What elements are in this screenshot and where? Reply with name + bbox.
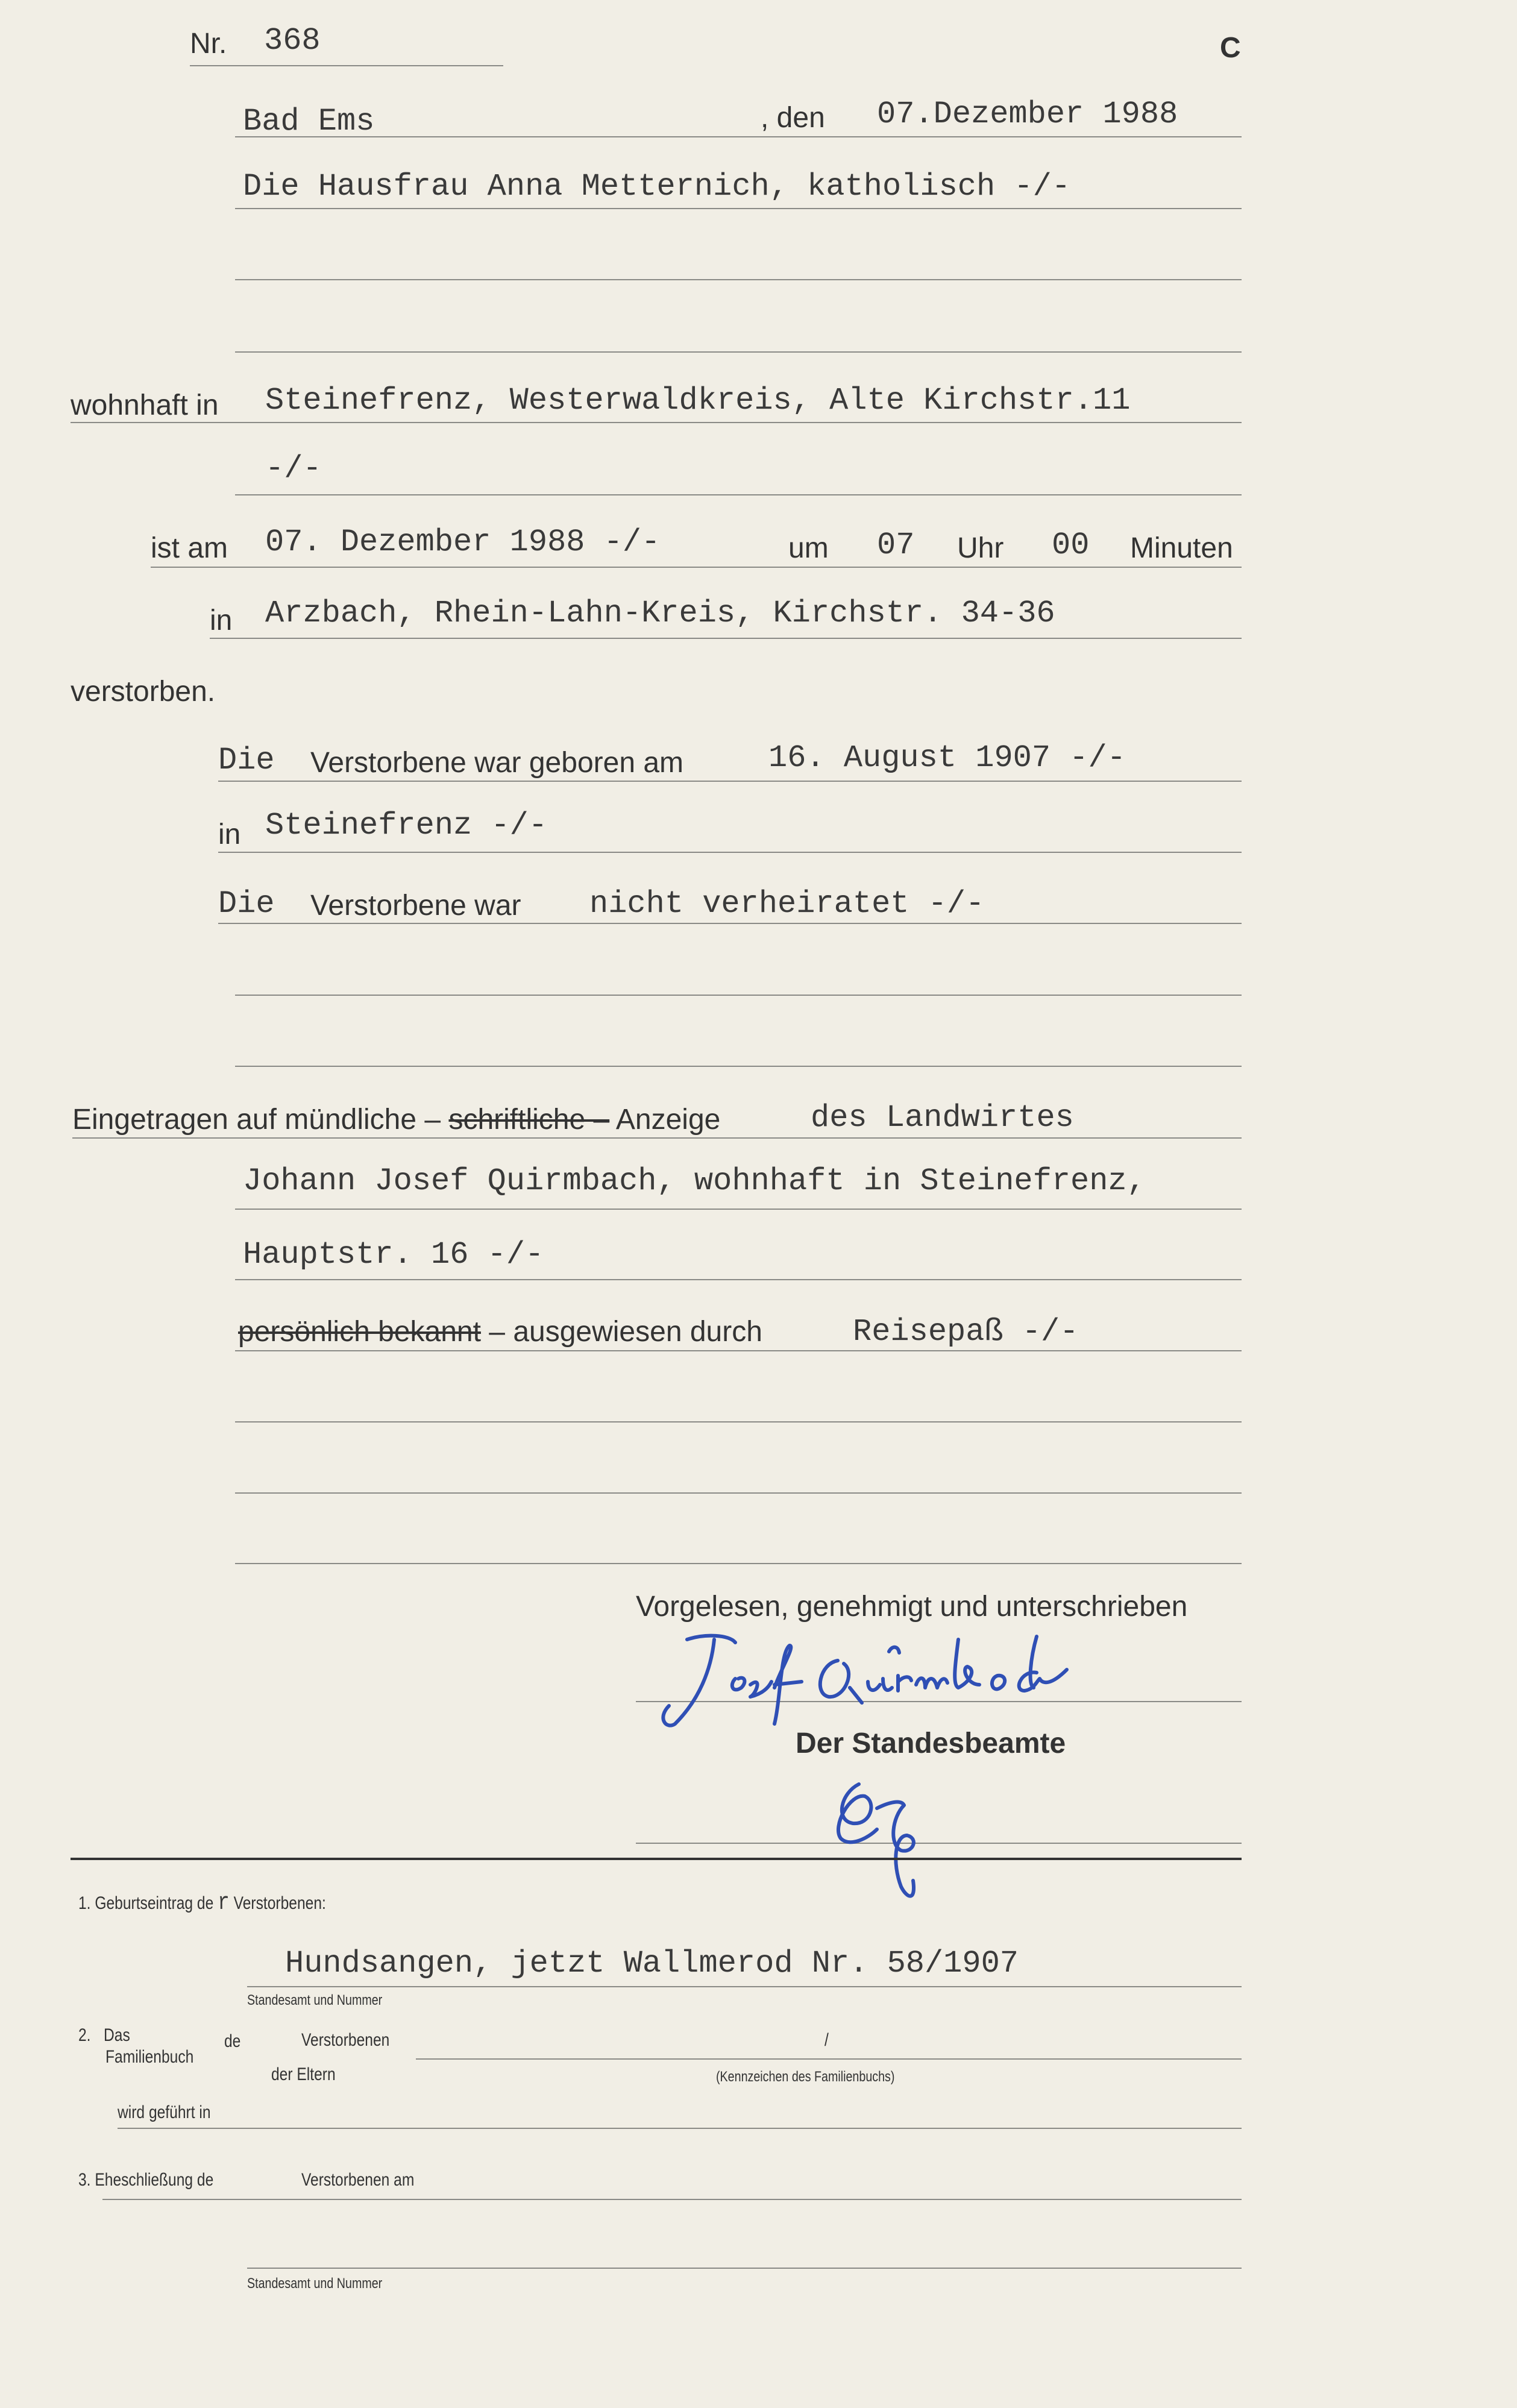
residence-value-2: -/- xyxy=(265,451,322,486)
footer-item2-eltern: der Eltern xyxy=(271,2064,336,2084)
uhr-label: Uhr xyxy=(957,532,1004,564)
death-minutes: 00 xyxy=(1052,527,1090,563)
blank-line-2 xyxy=(235,1492,1242,1494)
notification-label-a: Eingetragen auf mündliche – xyxy=(72,1104,441,1136)
marital-extra-line-2 xyxy=(235,1066,1242,1067)
marital-line xyxy=(218,923,1242,924)
place: Bad Ems xyxy=(243,104,375,139)
identification-line xyxy=(235,1350,1242,1351)
birth-place: Steinefrenz -/- xyxy=(265,808,548,843)
footer-item1-r: r xyxy=(218,1890,230,1917)
death-hour: 07 xyxy=(877,527,915,563)
birth-die: Die xyxy=(218,743,275,778)
closing-statement: Vorgelesen, genehmigt und unterschrieben xyxy=(636,1591,1188,1623)
footer-separator xyxy=(71,1858,1242,1860)
death-date: 07. Dezember 1988 -/- xyxy=(265,524,661,560)
marital-value: nicht verheiratet -/- xyxy=(589,886,985,922)
identification-label xyxy=(238,1315,762,1348)
footer-item3-line-2 xyxy=(247,2268,1242,2269)
birth-date-line xyxy=(218,781,1242,782)
residence-line-2 xyxy=(235,494,1242,495)
marital-extra-line-1 xyxy=(235,995,1242,996)
nr-value: 368 xyxy=(264,23,321,58)
signature-line-registrar xyxy=(636,1843,1242,1844)
marital-label: Verstorbene war xyxy=(310,890,521,922)
um-label: um xyxy=(788,532,829,564)
footer-item3-label: 3. Eheschließung de xyxy=(78,2170,214,2190)
footer-item3-line xyxy=(102,2199,1242,2200)
footer-standesamt-2: Standesamt und Nummer xyxy=(247,2275,383,2292)
footer-item2-num: 2. xyxy=(78,2025,91,2045)
identification-struck: persönlich bekannt xyxy=(238,1316,481,1348)
death-place-line xyxy=(210,638,1242,639)
birth-label: Verstorbene war geboren am xyxy=(310,747,684,779)
identification-value: Reisepaß -/- xyxy=(853,1314,1079,1350)
blank-line-1 xyxy=(235,1421,1242,1422)
footer-item2-slash: / xyxy=(824,2030,829,2050)
footer-item1-prefix: 1. Geburtseintrag de xyxy=(78,1893,214,1913)
notification-label xyxy=(72,1103,720,1136)
informant-signature xyxy=(651,1627,1085,1736)
footer-item2-line xyxy=(416,2058,1242,2060)
birth-date: 16. August 1907 -/- xyxy=(768,740,1126,776)
footer-item2-familienbuch: Familienbuch xyxy=(105,2047,194,2067)
footer-item1-value: Hundsangen, jetzt Wallmerod Nr. 58/1907 xyxy=(285,1946,1019,1981)
nr-label: Nr. xyxy=(190,28,227,60)
footer-item2-gefuehrt-line xyxy=(118,2128,1242,2129)
person-line-1 xyxy=(235,208,1242,209)
notification-line-2 xyxy=(235,1209,1242,1210)
date-line xyxy=(235,136,1242,137)
footer-item3-verstorbenen: Verstorbenen am xyxy=(301,2170,415,2190)
ist-am-label: ist am xyxy=(151,532,228,564)
notification-line-1 xyxy=(72,1137,1242,1139)
notification-label-struck: schriftliche – xyxy=(448,1104,610,1136)
blank-line-3 xyxy=(235,1563,1242,1564)
registrar-label: Der Standesbeamte xyxy=(796,1727,1066,1759)
footer-item1-suffix: Verstorbenen: xyxy=(233,1893,326,1913)
footer-item2-verstorbenen: Verstorbenen xyxy=(301,2030,390,2050)
registrar-signature xyxy=(817,1760,937,1911)
person-line: Die Hausfrau Anna Metternich, katholisch -/- xyxy=(243,169,1071,204)
notification-value-1: des Landwirtes xyxy=(811,1100,1074,1136)
footer-item1-label xyxy=(78,1890,326,1917)
footer-item2-kennzeichen: (Kennzeichen des Familienbuchs) xyxy=(716,2069,895,2085)
marital-die: Die xyxy=(218,886,275,922)
minuten-label: Minuten xyxy=(1130,532,1233,564)
person-line-2 xyxy=(235,279,1242,280)
identification-text: – ausgewiesen durch xyxy=(489,1316,762,1348)
den-label: , den xyxy=(761,102,825,134)
birth-in-label: in xyxy=(218,819,241,850)
notification-line-3 xyxy=(235,1279,1242,1280)
footer-item2-de: de xyxy=(224,2031,241,2051)
residence-label: wohnhaft in xyxy=(71,389,219,421)
residence-value-1: Steinefrenz, Westerwaldkreis, Alte Kirchstr.11 xyxy=(265,383,1131,418)
death-place: Arzbach, Rhein-Lahn-Kreis, Kirchstr. 34-36 xyxy=(265,596,1055,631)
verstorben-label: verstorben. xyxy=(71,676,216,708)
person-line-3 xyxy=(235,351,1242,353)
footer-standesamt-1: Standesamt und Nummer xyxy=(247,1992,383,2008)
notification-label-b: Anzeige xyxy=(615,1104,721,1136)
footer-item1-line xyxy=(247,1986,1242,1987)
birth-place-line xyxy=(218,852,1242,853)
register-letter: C xyxy=(1220,32,1241,64)
footer-item2-das: Das xyxy=(104,2025,130,2045)
date: 07.Dezember 1988 xyxy=(877,96,1178,132)
death-date-line xyxy=(151,567,1242,568)
nr-line xyxy=(190,65,503,66)
residence-line-1 xyxy=(71,422,1242,423)
death-in-label: in xyxy=(210,605,233,637)
notification-value-3: Hauptstr. 16 -/- xyxy=(243,1237,544,1272)
footer-item2-gefuehrt: wird geführt in xyxy=(118,2102,211,2122)
notification-value-2: Johann Josef Quirmbach, wohnhaft in Steinefrenz, xyxy=(243,1163,1146,1199)
